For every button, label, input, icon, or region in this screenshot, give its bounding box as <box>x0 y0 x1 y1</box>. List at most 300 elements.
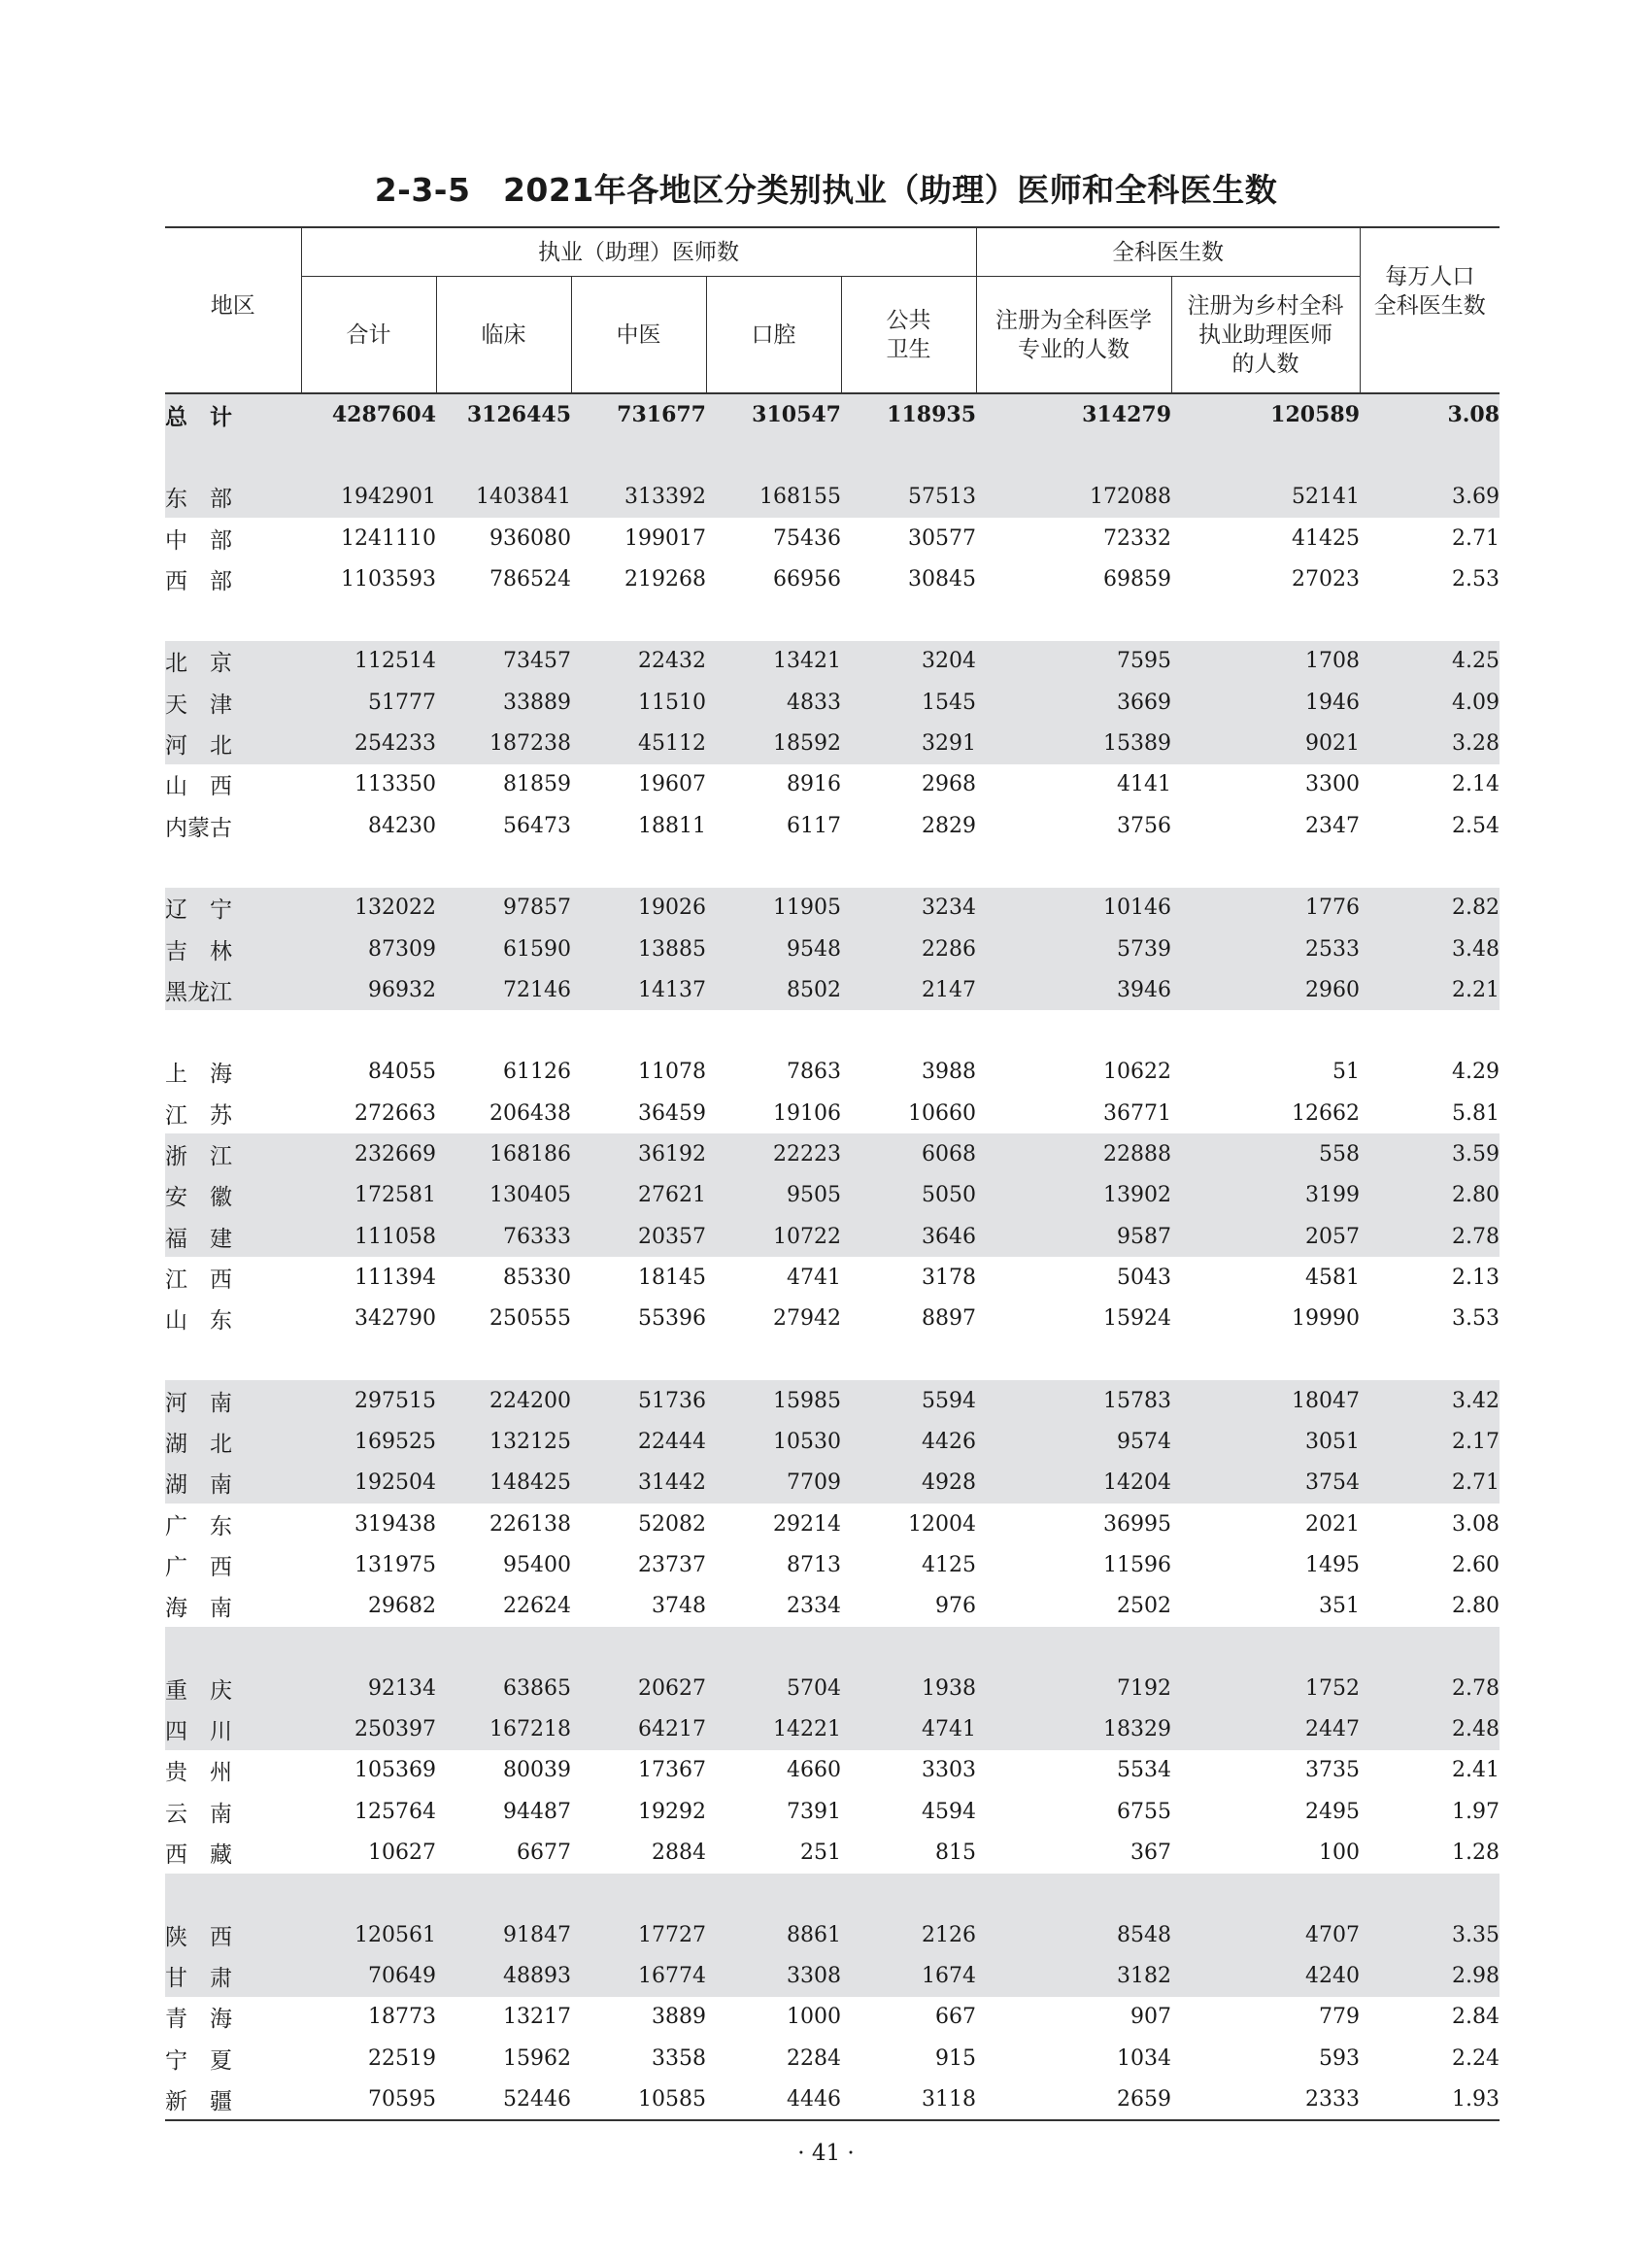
table-row <box>165 1544 1500 1585</box>
value-cell: 2333 <box>1171 2078 1360 2120</box>
value-cell: 36459 <box>638 1100 706 1126</box>
value-cell: 23737 <box>638 1552 706 1577</box>
spacer-row <box>165 1010 1500 1051</box>
value-cell: 84055 <box>368 1060 436 1085</box>
value-cell: 4.09 <box>1360 682 1500 723</box>
value-cell: 3735 <box>1305 1758 1361 1783</box>
value-cell: 167218 <box>436 1709 571 1750</box>
value-cell: 10530 <box>706 1421 841 1462</box>
value-cell: 2447 <box>1171 1709 1360 1750</box>
value-cell: 2.21 <box>1360 969 1500 1010</box>
value-cell: 19607 <box>638 772 706 797</box>
value-cell: 69859 <box>1103 566 1172 591</box>
value-cell: 936080 <box>489 525 571 551</box>
region-cell: 总 计 <box>165 393 301 435</box>
value-cell: 2.48 <box>1360 1709 1500 1750</box>
value-cell: 91847 <box>436 1914 571 1955</box>
value-cell: 1241110 <box>341 525 436 551</box>
value-cell: 15389 <box>976 723 1171 763</box>
table-row <box>165 2078 1500 2120</box>
region-cell: 四 川 <box>165 1709 301 1750</box>
value-cell: 22444 <box>571 1421 706 1462</box>
value-cell: 87309 <box>301 929 436 969</box>
value-cell: 2.17 <box>1360 1421 1500 1462</box>
value-cell: 172581 <box>301 1175 436 1216</box>
value-cell: 2.53 <box>1452 566 1500 591</box>
value-cell: 13421 <box>706 641 841 682</box>
value-cell: 2829 <box>922 813 977 838</box>
region-cell: 湖 南 <box>165 1463 301 1504</box>
value-cell: 3308 <box>706 1955 841 1996</box>
value-cell: 132022 <box>301 888 436 929</box>
value-cell: 2347 <box>1305 813 1361 838</box>
header-public-health: 公共 卫生 <box>841 277 976 394</box>
value-cell: 1708 <box>1171 641 1360 682</box>
table-row <box>165 1133 1500 1174</box>
value-cell: 15924 <box>1103 1306 1172 1332</box>
table-row <box>165 1175 1500 1216</box>
region-cell: 青 海 <box>165 2007 232 2033</box>
value-cell: 367 <box>1130 1841 1172 1866</box>
value-cell: 3358 <box>652 2045 706 2071</box>
value-cell: 5.81 <box>1452 1100 1500 1126</box>
value-cell: 4741 <box>841 1709 976 1750</box>
value-cell: 19106 <box>773 1100 841 1126</box>
value-cell: 251 <box>800 1841 841 1866</box>
value-cell: 4741 <box>787 1265 841 1290</box>
table-row <box>165 1380 1500 1421</box>
value-cell: 20357 <box>571 1216 706 1257</box>
table-row <box>165 1914 1500 1955</box>
value-cell: 3946 <box>976 969 1171 1010</box>
region-cell: 东 部 <box>165 477 301 518</box>
value-cell: 13885 <box>571 929 706 969</box>
table-row <box>165 969 1500 1010</box>
value-cell: 113350 <box>354 772 436 797</box>
value-cell: 3669 <box>976 682 1171 723</box>
value-cell: 2.24 <box>1452 2045 1500 2071</box>
table-row <box>165 1955 1500 1996</box>
value-cell: 56473 <box>503 813 571 838</box>
value-cell: 1752 <box>1171 1668 1360 1708</box>
table-row <box>165 1586 1500 1627</box>
value-cell: 3.59 <box>1360 1133 1500 1174</box>
value-cell: 61590 <box>436 929 571 969</box>
table-row <box>165 1299 1500 1339</box>
value-cell: 915 <box>935 2045 977 2071</box>
value-cell: 11510 <box>571 682 706 723</box>
value-cell: 5594 <box>841 1380 976 1421</box>
value-cell: 85330 <box>503 1265 571 1290</box>
value-cell: 132125 <box>436 1421 571 1462</box>
value-cell: 3748 <box>652 1594 706 1619</box>
value-cell: 130405 <box>436 1175 571 1216</box>
value-cell: 272663 <box>354 1100 436 1126</box>
value-cell: 8861 <box>706 1914 841 1955</box>
value-cell: 9548 <box>706 929 841 969</box>
table-row <box>165 558 1500 599</box>
value-cell: 192504 <box>301 1463 436 1504</box>
value-cell: 64217 <box>571 1709 706 1750</box>
value-cell: 6068 <box>841 1133 976 1174</box>
value-cell: 1403841 <box>436 477 571 518</box>
region-cell: 河 南 <box>165 1380 301 1421</box>
value-cell: 2.71 <box>1452 525 1500 551</box>
region-cell: 西 藏 <box>165 1842 232 1869</box>
table-body <box>165 393 1500 2120</box>
value-cell: 3118 <box>841 2078 976 2120</box>
value-cell: 14221 <box>706 1709 841 1750</box>
value-cell: 11905 <box>706 888 841 929</box>
value-cell: 2.78 <box>1360 1216 1500 1257</box>
value-cell: 314279 <box>976 393 1171 435</box>
value-cell: 29214 <box>773 1511 841 1537</box>
value-cell: 52446 <box>436 2078 571 2120</box>
value-cell: 199017 <box>624 525 706 551</box>
value-cell: 10627 <box>368 1841 436 1866</box>
value-cell: 4594 <box>922 1799 977 1824</box>
table-row <box>165 1216 1500 1257</box>
value-cell: 2533 <box>1171 929 1360 969</box>
value-cell: 27942 <box>773 1306 841 1332</box>
value-cell: 2502 <box>1117 1594 1172 1619</box>
value-cell: 2.14 <box>1452 772 1500 797</box>
value-cell: 70649 <box>301 1955 436 1996</box>
header-total: 合计 <box>301 277 436 394</box>
value-cell: 731677 <box>571 393 706 435</box>
value-cell: 111394 <box>354 1265 436 1290</box>
table-row <box>165 1709 1500 1750</box>
table-row <box>165 1791 1500 1832</box>
value-cell: 1946 <box>1171 682 1360 723</box>
value-cell: 4581 <box>1305 1265 1361 1290</box>
value-cell: 310547 <box>706 393 841 435</box>
value-cell: 1938 <box>841 1668 976 1708</box>
value-cell: 4426 <box>841 1421 976 1462</box>
value-cell: 13217 <box>503 2005 571 2030</box>
page-title: 2-3-5 2021年各地区分类别执业（助理）医师和全科医生数 <box>374 171 1278 209</box>
value-cell: 94487 <box>503 1799 571 1824</box>
value-cell: 10146 <box>976 888 1171 929</box>
value-cell: 51736 <box>571 1380 706 1421</box>
value-cell: 63865 <box>436 1668 571 1708</box>
value-cell: 3.28 <box>1360 723 1500 763</box>
value-cell: 172088 <box>976 477 1171 518</box>
region-cell: 黑龙江 <box>165 969 301 1010</box>
value-cell: 2.84 <box>1452 2005 1500 2030</box>
value-cell: 57513 <box>841 477 976 518</box>
region-cell: 北 京 <box>165 641 301 682</box>
table-row <box>165 764 1500 805</box>
value-cell: 815 <box>935 1841 977 1866</box>
value-cell: 19990 <box>1292 1306 1361 1332</box>
value-cell: 10585 <box>571 2078 706 2120</box>
value-cell: 2659 <box>976 2078 1171 2120</box>
value-cell: 8897 <box>922 1306 977 1332</box>
value-cell: 1674 <box>841 1955 976 1996</box>
region-cell: 甘 肃 <box>165 1955 301 1996</box>
value-cell: 22223 <box>706 1133 841 1174</box>
value-cell: 29682 <box>368 1594 436 1619</box>
value-cell: 232669 <box>301 1133 436 1174</box>
value-cell: 2.41 <box>1452 1758 1500 1783</box>
value-cell: 3.53 <box>1452 1306 1500 1332</box>
value-cell: 92134 <box>301 1668 436 1708</box>
value-cell: 66956 <box>773 566 841 591</box>
value-cell: 18773 <box>368 2005 436 2030</box>
region-cell: 西 部 <box>165 568 232 594</box>
value-cell: 51 <box>1332 1060 1361 1085</box>
table-row <box>165 682 1500 723</box>
value-cell: 80039 <box>503 1758 571 1783</box>
value-cell: 75436 <box>773 525 841 551</box>
value-cell: 100 <box>1319 1841 1361 1866</box>
value-cell: 19026 <box>571 888 706 929</box>
value-cell: 779 <box>1319 2005 1361 2030</box>
value-cell: 219268 <box>624 566 706 591</box>
value-cell: 2.13 <box>1452 1265 1500 1290</box>
value-cell: 342790 <box>354 1306 436 1332</box>
value-cell: 2057 <box>1171 1216 1360 1257</box>
value-cell: 168155 <box>706 477 841 518</box>
value-cell: 12662 <box>1292 1100 1361 1126</box>
value-cell: 10622 <box>1103 1060 1172 1085</box>
table-row <box>165 929 1500 969</box>
value-cell: 36192 <box>571 1133 706 1174</box>
value-cell: 250555 <box>489 1306 571 1332</box>
value-cell: 8713 <box>787 1552 841 1577</box>
value-cell: 3234 <box>841 888 976 929</box>
value-cell: 14137 <box>571 969 706 1010</box>
value-cell: 2.54 <box>1452 813 1500 838</box>
value-cell: 18592 <box>706 723 841 763</box>
value-cell: 13902 <box>976 1175 1171 1216</box>
value-cell: 8548 <box>976 1914 1171 1955</box>
value-cell: 4240 <box>1171 1955 1360 1996</box>
value-cell: 9021 <box>1171 723 1360 763</box>
value-cell: 3646 <box>841 1216 976 1257</box>
value-cell: 3988 <box>922 1060 977 1085</box>
value-cell: 22432 <box>571 641 706 682</box>
table-row <box>165 1750 1500 1791</box>
value-cell: 667 <box>935 2005 977 2030</box>
value-cell: 96932 <box>301 969 436 1010</box>
value-cell: 118935 <box>841 393 976 435</box>
value-cell: 2968 <box>922 772 977 797</box>
value-cell: 105369 <box>354 1758 436 1783</box>
value-cell: 2.80 <box>1360 1175 1500 1216</box>
value-cell: 1942901 <box>301 477 436 518</box>
header-dental: 口腔 <box>706 277 841 394</box>
value-cell: 48893 <box>436 1955 571 1996</box>
spacer-row <box>165 435 1500 476</box>
value-cell: 3303 <box>922 1758 977 1783</box>
region-cell: 上 海 <box>165 1062 232 1088</box>
value-cell: 36771 <box>1103 1100 1172 1126</box>
value-cell: 10660 <box>908 1100 977 1126</box>
value-cell: 22624 <box>503 1594 571 1619</box>
value-cell: 250397 <box>301 1709 436 1750</box>
value-cell: 7391 <box>787 1799 841 1824</box>
value-cell: 18047 <box>1171 1380 1360 1421</box>
value-cell: 3754 <box>1171 1463 1360 1504</box>
region-cell: 湖 北 <box>165 1421 301 1462</box>
value-cell: 5043 <box>1117 1265 1172 1290</box>
value-cell: 51777 <box>301 682 436 723</box>
table-row <box>165 1257 1500 1298</box>
value-cell: 148425 <box>436 1463 571 1504</box>
region-cell: 贵 州 <box>165 1760 232 1786</box>
value-cell: 76333 <box>436 1216 571 1257</box>
value-cell: 72332 <box>1103 525 1172 551</box>
value-cell: 254233 <box>301 723 436 763</box>
spacer-row <box>165 599 1500 640</box>
value-cell: 55396 <box>638 1306 706 1332</box>
value-cell: 2.78 <box>1360 1668 1500 1708</box>
value-cell: 297515 <box>301 1380 436 1421</box>
value-cell: 52141 <box>1171 477 1360 518</box>
region-cell: 新 疆 <box>165 2078 301 2120</box>
value-cell: 226138 <box>489 1511 571 1537</box>
value-cell: 11596 <box>1103 1552 1172 1577</box>
value-cell: 17727 <box>571 1914 706 1955</box>
value-cell: 351 <box>1319 1594 1361 1619</box>
value-cell: 5739 <box>976 929 1171 969</box>
value-cell: 2126 <box>841 1914 976 1955</box>
value-cell: 3051 <box>1171 1421 1360 1462</box>
region-cell: 重 庆 <box>165 1668 301 1708</box>
region-cell: 安 徽 <box>165 1175 301 1216</box>
value-cell: 4446 <box>706 2078 841 2120</box>
value-cell: 45112 <box>571 723 706 763</box>
value-cell: 7595 <box>976 641 1171 682</box>
value-cell: 3178 <box>922 1265 977 1290</box>
region-cell: 江 西 <box>165 1267 232 1293</box>
table-row <box>165 518 1500 558</box>
value-cell: 17367 <box>638 1758 706 1783</box>
header-group-gp: 全科医生数 <box>976 227 1360 277</box>
value-cell: 3.35 <box>1360 1914 1500 1955</box>
table-row <box>165 2038 1500 2078</box>
value-cell: 73457 <box>436 641 571 682</box>
value-cell: 22519 <box>368 2045 436 2071</box>
value-cell: 131975 <box>354 1552 436 1577</box>
value-cell: 3889 <box>652 2005 706 2030</box>
value-cell: 2.82 <box>1360 888 1500 929</box>
value-cell: 187238 <box>436 723 571 763</box>
value-cell: 2147 <box>841 969 976 1010</box>
value-cell: 3.69 <box>1360 477 1500 518</box>
spacer-row <box>165 1339 1500 1380</box>
header-gp-rural: 注册为乡村全科 执业助理医师 的人数 <box>1171 277 1360 394</box>
spacer-row <box>165 846 1500 887</box>
value-cell: 2021 <box>1305 1511 1361 1537</box>
value-cell: 3.08 <box>1452 1511 1500 1537</box>
table-row <box>165 1997 1500 2038</box>
table-row <box>165 1668 1500 1708</box>
value-cell: 22888 <box>976 1133 1171 1174</box>
value-cell: 558 <box>1171 1133 1360 1174</box>
value-cell: 7863 <box>787 1060 841 1085</box>
value-cell: 3.08 <box>1360 393 1500 435</box>
value-cell: 6677 <box>517 1841 571 1866</box>
value-cell: 1.28 <box>1452 1841 1500 1866</box>
value-cell: 15783 <box>976 1380 1171 1421</box>
spacer-row <box>165 1874 1500 1914</box>
value-cell: 1103593 <box>341 566 436 591</box>
value-cell: 2334 <box>787 1594 841 1619</box>
value-cell: 41425 <box>1292 525 1361 551</box>
value-cell: 5704 <box>706 1668 841 1708</box>
value-cell: 18811 <box>638 813 706 838</box>
value-cell: 2.80 <box>1452 1594 1500 1619</box>
region-cell: 海 南 <box>165 1596 232 1622</box>
value-cell: 4.29 <box>1452 1060 1500 1085</box>
value-cell: 10722 <box>706 1216 841 1257</box>
table-row <box>165 1421 1500 1462</box>
value-cell: 4660 <box>787 1758 841 1783</box>
value-cell: 169525 <box>301 1421 436 1462</box>
value-cell: 15962 <box>503 2045 571 2071</box>
table-row <box>165 477 1500 518</box>
value-cell: 224200 <box>436 1380 571 1421</box>
region-cell: 辽 宁 <box>165 888 301 929</box>
value-cell: 8502 <box>706 969 841 1010</box>
value-cell: 84230 <box>368 813 436 838</box>
region-cell: 广 西 <box>165 1554 232 1580</box>
value-cell: 3291 <box>841 723 976 763</box>
region-cell: 山 西 <box>165 774 232 800</box>
value-cell: 6755 <box>1117 1799 1172 1824</box>
region-cell: 陕 西 <box>165 1914 301 1955</box>
value-cell: 2286 <box>841 929 976 969</box>
value-cell: 3126445 <box>436 393 571 435</box>
value-cell: 9505 <box>706 1175 841 1216</box>
region-cell: 中 部 <box>165 527 232 554</box>
header-gp-registered: 注册为全科医学 专业的人数 <box>976 277 1171 394</box>
table-row <box>165 723 1500 763</box>
spacer-row <box>165 1627 1500 1668</box>
region-cell: 河 北 <box>165 723 301 763</box>
value-cell: 313392 <box>571 477 706 518</box>
value-cell: 1034 <box>1117 2045 1172 2071</box>
value-cell: 786524 <box>489 566 571 591</box>
value-cell: 907 <box>1130 2005 1172 2030</box>
value-cell: 111058 <box>301 1216 436 1257</box>
value-cell: 36995 <box>1103 1511 1172 1537</box>
value-cell: 3.48 <box>1360 929 1500 969</box>
region-cell: 宁 夏 <box>165 2047 232 2074</box>
value-cell: 33889 <box>436 682 571 723</box>
table-row <box>165 805 1500 846</box>
value-cell: 593 <box>1319 2045 1361 2071</box>
value-cell: 1.97 <box>1452 1799 1500 1824</box>
table-row <box>165 641 1500 682</box>
value-cell: 16774 <box>571 1955 706 1996</box>
value-cell: 12004 <box>908 1511 977 1537</box>
value-cell: 20627 <box>571 1668 706 1708</box>
value-cell: 5050 <box>841 1175 976 1216</box>
value-cell: 120561 <box>301 1914 436 1955</box>
value-cell: 3204 <box>841 641 976 682</box>
value-cell: 9574 <box>976 1421 1171 1462</box>
header-per-10k: 每万人口 全科医生数 <box>1360 227 1500 393</box>
value-cell: 52082 <box>638 1511 706 1537</box>
region-cell: 内蒙古 <box>165 815 232 841</box>
value-cell: 1545 <box>841 682 976 723</box>
value-cell: 2.98 <box>1360 1955 1500 1996</box>
value-cell: 5534 <box>1117 1758 1172 1783</box>
